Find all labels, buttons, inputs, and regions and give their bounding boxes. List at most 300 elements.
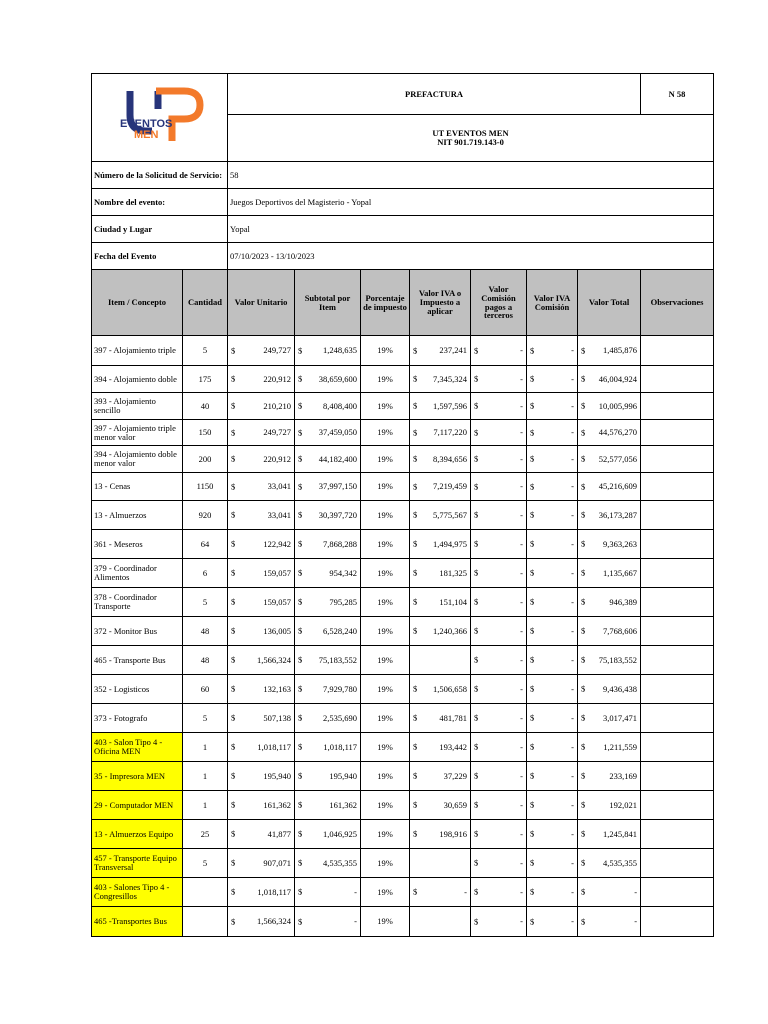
currency-symbol: $ (298, 712, 303, 723)
cell-comision (471, 704, 527, 733)
cell-unit (228, 473, 295, 501)
table-row (92, 820, 714, 849)
cell-comision (471, 446, 527, 473)
cell-subtotal (295, 791, 361, 820)
cell-observaciones (641, 791, 714, 820)
currency-symbol: $ (530, 567, 535, 578)
amount-value: - (464, 886, 467, 897)
currency-symbol: $ (530, 625, 535, 636)
cell-iva (410, 366, 471, 393)
cell-total (578, 704, 641, 733)
currency-symbol: $ (298, 453, 303, 464)
amount-value: 9,363,263 (603, 538, 638, 549)
cell-pct: 19% (361, 617, 410, 646)
info-label: Ciudad y Lugar (92, 216, 228, 243)
currency-symbol: $ (231, 770, 236, 781)
amount-value: 220,912 (263, 453, 291, 464)
cell-total (578, 559, 641, 588)
currency-symbol: $ (581, 345, 586, 356)
cell-comision (471, 501, 527, 530)
amount-value: 3,017,471 (603, 712, 638, 723)
amount-value: 7,219,459 (433, 481, 467, 492)
cell-subtotal (295, 420, 361, 446)
cell-iva (410, 820, 471, 849)
cell-iva-comision (527, 849, 578, 878)
currency-symbol: $ (231, 596, 236, 607)
currency-symbol: $ (231, 654, 236, 665)
currency-symbol: $ (474, 712, 479, 723)
cell-total (578, 336, 641, 366)
cell-iva-comision (527, 393, 578, 420)
cell-subtotal (295, 849, 361, 878)
amount-value: - (520, 509, 523, 520)
cell-unit (228, 791, 295, 820)
cell-qty: 1 (183, 733, 228, 762)
table-row (92, 878, 714, 907)
cell-iva (410, 733, 471, 762)
currency-symbol: $ (413, 373, 418, 384)
cell-iva-comision (527, 366, 578, 393)
cell-qty: 920 (183, 501, 228, 530)
table-row (92, 704, 714, 733)
currency-symbol: $ (413, 828, 418, 839)
prefactura-table (91, 73, 714, 937)
amount-value: - (520, 712, 523, 723)
col-header-iva-comision: Valor IVA Comisión (527, 270, 578, 336)
amount-value: - (571, 481, 574, 492)
amount-value: 122,942 (263, 538, 291, 549)
amount-value: 1,245,841 (603, 828, 638, 839)
cell-unit (228, 530, 295, 559)
amount-value: - (634, 886, 638, 897)
currency-symbol: $ (298, 654, 303, 665)
cell-subtotal (295, 646, 361, 675)
currency-symbol: $ (581, 509, 586, 520)
cell-observaciones (641, 473, 714, 501)
cell-total (578, 878, 641, 907)
cell-subtotal (295, 530, 361, 559)
amount-value: - (571, 916, 574, 927)
cell-unit (228, 907, 295, 937)
currency-symbol: $ (530, 741, 535, 752)
currency-symbol: $ (298, 857, 303, 868)
cell-observaciones (641, 366, 714, 393)
amount-value: 181,325 (439, 567, 467, 578)
cell-pct: 19% (361, 878, 410, 907)
amount-value: 7,117,220 (433, 427, 467, 438)
cell-subtotal (295, 907, 361, 937)
table-row (92, 907, 714, 937)
currency-symbol: $ (474, 345, 479, 356)
cell-subtotal (295, 733, 361, 762)
document-title: PREFACTURA (228, 74, 641, 115)
currency-symbol: $ (231, 567, 236, 578)
cell-observaciones (641, 617, 714, 646)
amount-value: - (354, 916, 357, 927)
cell-iva (410, 530, 471, 559)
cell-comision (471, 420, 527, 446)
amount-value: - (571, 567, 574, 578)
amount-value: 7,868,288 (323, 538, 357, 549)
cell-qty: 60 (183, 675, 228, 704)
currency-symbol: $ (581, 400, 586, 411)
currency-symbol: $ (413, 345, 418, 356)
cell-total (578, 791, 641, 820)
currency-symbol: $ (413, 886, 418, 897)
currency-symbol: $ (298, 373, 303, 384)
cell-iva-comision (527, 733, 578, 762)
cell-unit (228, 820, 295, 849)
currency-symbol: $ (581, 828, 586, 839)
amount-value: 4,535,355 (603, 857, 638, 868)
table-row (92, 366, 714, 393)
col-header-total: Valor Total (578, 270, 641, 336)
cell-qty: 5 (183, 588, 228, 617)
amount-value: - (520, 886, 523, 897)
currency-symbol: $ (474, 799, 479, 810)
cell-comision (471, 791, 527, 820)
currency-symbol: $ (581, 886, 586, 897)
cell-pct: 19% (361, 420, 410, 446)
cell-comision (471, 588, 527, 617)
info-label: Nombre del evento: (92, 189, 228, 216)
cell-pct: 19% (361, 501, 410, 530)
cell-unit (228, 849, 295, 878)
currency-symbol: $ (474, 596, 479, 607)
cell-pct: 19% (361, 704, 410, 733)
currency-symbol: $ (530, 481, 535, 492)
currency-symbol: $ (298, 509, 303, 520)
amount-value: 795,285 (329, 596, 357, 607)
cell-item: 378 - Coordinador Transporte (92, 588, 183, 617)
col-header-subtotal: Subtotal por Item (295, 270, 361, 336)
cell-observaciones (641, 907, 714, 937)
amount-value: 159,057 (263, 567, 291, 578)
currency-symbol: $ (581, 538, 586, 549)
currency-symbol: $ (231, 427, 236, 438)
cell-item: 465 - Transporte Bus (92, 646, 183, 675)
cell-item: 372 - Monitor Bus (92, 617, 183, 646)
currency-symbol: $ (530, 828, 535, 839)
cell-comision (471, 762, 527, 791)
cell-iva-comision (527, 878, 578, 907)
cell-comision (471, 907, 527, 937)
cell-observaciones (641, 588, 714, 617)
cell-observaciones (641, 336, 714, 366)
amount-value: 45,216,609 (598, 481, 638, 492)
cell-comision (471, 559, 527, 588)
cell-iva-comision (527, 907, 578, 937)
amount-value: 10,005,996 (598, 400, 638, 411)
cell-total (578, 473, 641, 501)
currency-symbol: $ (231, 373, 236, 384)
cell-item: 465 -Transportes Bus (92, 907, 183, 937)
amount-value: - (571, 596, 574, 607)
amount-value: 46,004,924 (598, 373, 638, 384)
currency-symbol: $ (413, 481, 418, 492)
amount-value: 37,997,150 (318, 481, 357, 492)
currency-symbol: $ (581, 427, 586, 438)
currency-symbol: $ (581, 916, 586, 927)
cell-item: 373 - Fotografo (92, 704, 183, 733)
cell-unit (228, 704, 295, 733)
info-value: 58 (228, 162, 714, 189)
cell-unit (228, 878, 295, 907)
cell-iva-comision (527, 646, 578, 675)
amount-value: - (571, 625, 574, 636)
currency-symbol: $ (474, 741, 479, 752)
amount-value: - (520, 828, 523, 839)
currency-symbol: $ (474, 770, 479, 781)
cell-unit (228, 501, 295, 530)
cell-qty: 150 (183, 420, 228, 446)
cell-unit (228, 675, 295, 704)
currency-symbol: $ (298, 400, 303, 411)
amount-value: - (571, 509, 574, 520)
currency-symbol: $ (231, 916, 236, 927)
cell-unit (228, 559, 295, 588)
currency-symbol: $ (474, 453, 479, 464)
cell-comision (471, 393, 527, 420)
amount-value: 198,916 (439, 828, 467, 839)
cell-comision (471, 849, 527, 878)
cell-pct: 19% (361, 336, 410, 366)
cell-qty: 48 (183, 646, 228, 675)
cell-observaciones (641, 501, 714, 530)
amount-value: 1,018,117 (257, 886, 291, 897)
amount-value: 195,940 (263, 770, 291, 781)
cell-qty: 64 (183, 530, 228, 559)
currency-symbol: $ (530, 400, 535, 411)
currency-symbol: $ (474, 683, 479, 694)
cell-comision (471, 530, 527, 559)
currency-symbol: $ (413, 509, 418, 520)
col-header-pct: Porcentaje de impuesto (361, 270, 410, 336)
amount-value: 237,241 (439, 345, 467, 356)
currency-symbol: $ (581, 712, 586, 723)
info-label: Número de la Solicitud de Servicio: (92, 162, 228, 189)
cell-item: 397 - Alojamiento triple menor valor (92, 420, 183, 446)
amount-value: - (520, 625, 523, 636)
amount-value: - (520, 453, 523, 464)
cell-iva (410, 791, 471, 820)
cell-item: 361 - Meseros (92, 530, 183, 559)
cell-qty: 48 (183, 617, 228, 646)
amount-value: - (571, 799, 574, 810)
cell-subtotal (295, 393, 361, 420)
currency-symbol: $ (231, 538, 236, 549)
cell-iva (410, 336, 471, 366)
currency-symbol: $ (581, 453, 586, 464)
currency-symbol: $ (474, 886, 479, 897)
cell-iva-comision (527, 820, 578, 849)
amount-value: 507,138 (263, 712, 291, 723)
cell-iva (410, 907, 471, 937)
cell-qty: 175 (183, 366, 228, 393)
amount-value: 8,408,400 (323, 400, 357, 411)
amount-value: - (520, 567, 523, 578)
amount-value: 9,436,438 (603, 683, 638, 694)
cell-iva (410, 704, 471, 733)
currency-symbol: $ (298, 596, 303, 607)
cell-observaciones (641, 733, 714, 762)
cell-qty: 5 (183, 704, 228, 733)
currency-symbol: $ (298, 799, 303, 810)
cell-unit (228, 420, 295, 446)
svg-text:MEN: MEN (133, 128, 158, 141)
cell-subtotal (295, 762, 361, 791)
cell-subtotal (295, 336, 361, 366)
currency-symbol: $ (530, 857, 535, 868)
amount-value: 136,005 (263, 625, 291, 636)
currency-symbol: $ (231, 799, 236, 810)
cell-comision (471, 336, 527, 366)
amount-value: 30,397,720 (318, 509, 357, 520)
cell-subtotal (295, 704, 361, 733)
cell-item: 457 - Transporte Equipo Transversal (92, 849, 183, 878)
cell-pct: 19% (361, 849, 410, 878)
info-label: Fecha del Evento (92, 243, 228, 270)
cell-iva (410, 559, 471, 588)
currency-symbol: $ (298, 625, 303, 636)
currency-symbol: $ (298, 741, 303, 752)
cell-subtotal (295, 559, 361, 588)
amount-value: - (520, 683, 523, 694)
cell-iva-comision (527, 420, 578, 446)
currency-symbol: $ (298, 828, 303, 839)
table-row (92, 646, 714, 675)
cell-observaciones (641, 446, 714, 473)
amount-value: 5,775,567 (433, 509, 467, 520)
currency-symbol: $ (474, 567, 479, 578)
currency-symbol: $ (298, 770, 303, 781)
cell-total (578, 393, 641, 420)
table-row (92, 588, 714, 617)
amount-value: 7,345,324 (433, 373, 467, 384)
amount-value: - (520, 916, 523, 927)
currency-symbol: $ (530, 427, 535, 438)
cell-total (578, 588, 641, 617)
cell-item: 352 - Logisticos (92, 675, 183, 704)
currency-symbol: $ (474, 538, 479, 549)
cell-iva-comision (527, 501, 578, 530)
cell-subtotal (295, 617, 361, 646)
table-row (92, 849, 714, 878)
amount-value: 75,183,552 (318, 654, 357, 665)
document-number: N 58 (641, 74, 714, 115)
amount-value: - (571, 538, 574, 549)
cell-item: 394 - Alojamiento doble menor valor (92, 446, 183, 473)
table-row (92, 791, 714, 820)
cell-unit (228, 393, 295, 420)
svg-text:EVENTOS: EVENTOS (119, 117, 172, 130)
currency-symbol: $ (530, 538, 535, 549)
cell-observaciones (641, 820, 714, 849)
amount-value: 1,018,117 (257, 741, 291, 752)
amount-value: 7,768,606 (603, 625, 638, 636)
table-row (92, 473, 714, 501)
cell-total (578, 446, 641, 473)
cell-qty: 5 (183, 849, 228, 878)
table-row (92, 336, 714, 366)
cell-iva (410, 588, 471, 617)
cell-qty: 1 (183, 791, 228, 820)
currency-symbol: $ (231, 886, 236, 897)
cell-unit (228, 336, 295, 366)
cell-iva (410, 420, 471, 446)
cell-iva-comision (527, 704, 578, 733)
info-value: Yopal (228, 216, 714, 243)
currency-symbol: $ (231, 345, 236, 356)
amount-value: 195,940 (329, 770, 357, 781)
currency-symbol: $ (231, 712, 236, 723)
cell-comision (471, 617, 527, 646)
cell-qty (183, 878, 228, 907)
cell-total (578, 420, 641, 446)
cell-observaciones (641, 420, 714, 446)
amount-value: 6,528,240 (323, 625, 357, 636)
amount-value: 37,229 (443, 770, 467, 781)
currency-symbol: $ (413, 741, 418, 752)
currency-symbol: $ (231, 453, 236, 464)
cell-pct: 19% (361, 588, 410, 617)
amount-value: 33,041 (267, 509, 291, 520)
cell-observaciones (641, 704, 714, 733)
currency-symbol: $ (413, 567, 418, 578)
currency-symbol: $ (298, 427, 303, 438)
cell-iva-comision (527, 675, 578, 704)
amount-value: 44,182,400 (318, 453, 357, 464)
amount-value: - (571, 654, 574, 665)
amount-value: 1,248,635 (323, 345, 357, 356)
col-header-unit: Valor Unitario (228, 270, 295, 336)
amount-value: 946,389 (609, 596, 638, 607)
currency-symbol: $ (413, 596, 418, 607)
amount-value: 1,566,324 (257, 916, 291, 927)
cell-item: 397 - Alojamiento triple (92, 336, 183, 366)
currency-symbol: $ (474, 828, 479, 839)
amount-value: 161,362 (329, 799, 357, 810)
amount-value: - (571, 770, 574, 781)
amount-value: 193,442 (439, 741, 467, 752)
amount-value: 1,494,975 (433, 538, 467, 549)
col-header-obs: Observaciones (641, 270, 714, 336)
currency-symbol: $ (413, 427, 418, 438)
cell-iva (410, 849, 471, 878)
cell-item: 403 - Salon Tipo 4 - Oficina MEN (92, 733, 183, 762)
cell-qty: 6 (183, 559, 228, 588)
cell-iva-comision (527, 791, 578, 820)
amount-value: 38,659,600 (318, 373, 357, 384)
cell-iva-comision (527, 617, 578, 646)
amount-value: 132,163 (263, 683, 291, 694)
table-row (92, 501, 714, 530)
cell-iva (410, 675, 471, 704)
currency-symbol: $ (581, 373, 586, 384)
currency-symbol: $ (413, 400, 418, 411)
table-row (92, 762, 714, 791)
currency-symbol: $ (581, 654, 586, 665)
amount-value: 7,929,780 (323, 683, 357, 694)
cell-item: 35 - Impresora MEN (92, 762, 183, 791)
amount-value: 233,169 (609, 770, 638, 781)
company-block (228, 115, 714, 162)
amount-value: 249,727 (263, 427, 291, 438)
cell-qty: 200 (183, 446, 228, 473)
amount-value: 1,597,596 (433, 400, 467, 411)
amount-value: 37,459,050 (318, 427, 357, 438)
cell-subtotal (295, 501, 361, 530)
